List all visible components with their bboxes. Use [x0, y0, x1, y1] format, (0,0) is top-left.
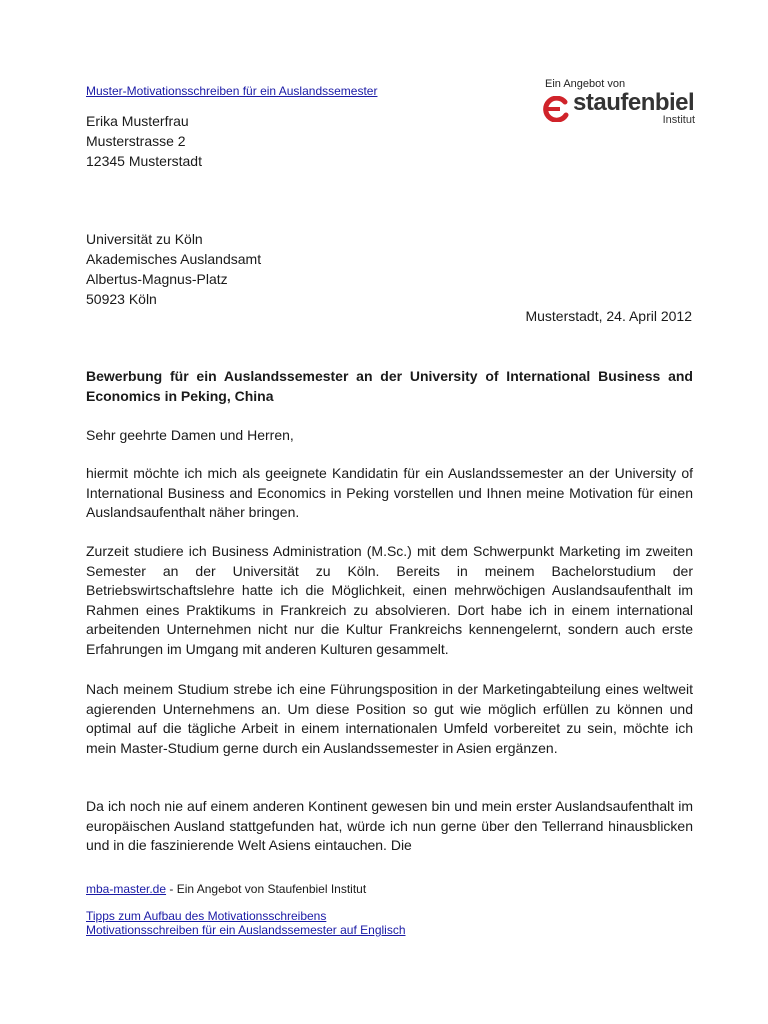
footer-links [86, 909, 406, 937]
header-link[interactable]: Muster-Motivationsschreiben für ein Auslandssemester [86, 84, 378, 98]
staufenbiel-logo [543, 78, 695, 128]
salutation: Sehr geehrte Damen und Herren, [86, 427, 294, 443]
recipient-line: Universität zu Köln [86, 231, 203, 247]
tips-link[interactable]: Tipps zum Aufbau des Motivationsschreibens [86, 909, 327, 923]
logo-subtitle: Institut [662, 114, 695, 126]
sender-street: Musterstrasse 2 [86, 133, 186, 149]
body-paragraph: hiermit möchte ich mich als geeignete Kandidatin für ein Auslandssemester an der University of International Business and Economics in Peking vorstellen und Ihnen meine Motivation für einen Auslandsaufenthalt näher bringen. [86, 465, 693, 520]
logo-tagline: Ein Angebot von [545, 78, 626, 90]
footer-offer-text: Ein Angebot von Staufenbiel Institut [176, 882, 367, 896]
body-paragraph: Zurzeit studiere ich Business Administration (M.Sc.) mit dem Schwerpunkt Marketing im zweiten Semester an der Universität zu Köln. Bereits in meinem Bachelorstudium der Betriebswirtschaftslehre hatte ich die Möglichkeit, einen mehrwöchigen Auslandsaufenthalt im Rahmen eines Praktikums in Frankreich zu absolvieren. Dort habe ich in einem international arbeitenden Unternehmen nicht nur die Kultur Frankreichs kennengelernt, sondern auch erste Erfahrungen im Umgang mit anderen Kulturen gesammelt. [86, 543, 693, 657]
letter-date: Musterstadt, 24. April 2012 [525, 308, 692, 324]
body-paragraph: Da ich noch nie auf einem anderen Kontinent gewesen bin und mein erster Auslandsaufenthalt im europäischen Ausland stattgefunden hat, würde ich nun gerne über den Tellerrand hinausblicken und in die faszinierende Welt Asiens eintauchen. Die [86, 798, 693, 853]
logo-wordmark: staufenbiel [573, 89, 695, 116]
recipient-address [86, 229, 261, 309]
sender-address [86, 111, 202, 171]
english-version-link[interactable]: Motivationsschreiben für ein Auslandssemester auf Englisch [86, 923, 406, 937]
body-paragraph: Nach meinem Studium strebe ich eine Führungsposition in der Marketingabteilung eines weltweit agierenden Unternehmens an. Um diese Position so gut wie möglich erfüllen zu können und optimal auf die tägliche Arbeit in einem internationalen Umfeld vorbereitet zu sein, möchte ich mein Master-Studium gerne durch ein Auslandssemester in Asien ergänzen. [86, 681, 693, 756]
sender-city: 12345 Musterstadt [86, 153, 202, 169]
staufenbiel-swoosh-icon [543, 96, 569, 122]
recipient-line: Akademisches Auslandsamt [86, 251, 262, 267]
recipient-line: Albertus-Magnus-Platz [86, 271, 228, 287]
footer-credit [86, 882, 366, 896]
letter-subject: Bewerbung für ein Auslandssemester an der University of International Business and Economics in Peking, China [86, 368, 693, 404]
recipient-line: 50923 Köln [86, 291, 157, 307]
site-link[interactable]: mba-master.de [86, 882, 167, 896]
sender-name: Erika Musterfrau [86, 113, 189, 129]
footer-separator: - [166, 882, 177, 896]
